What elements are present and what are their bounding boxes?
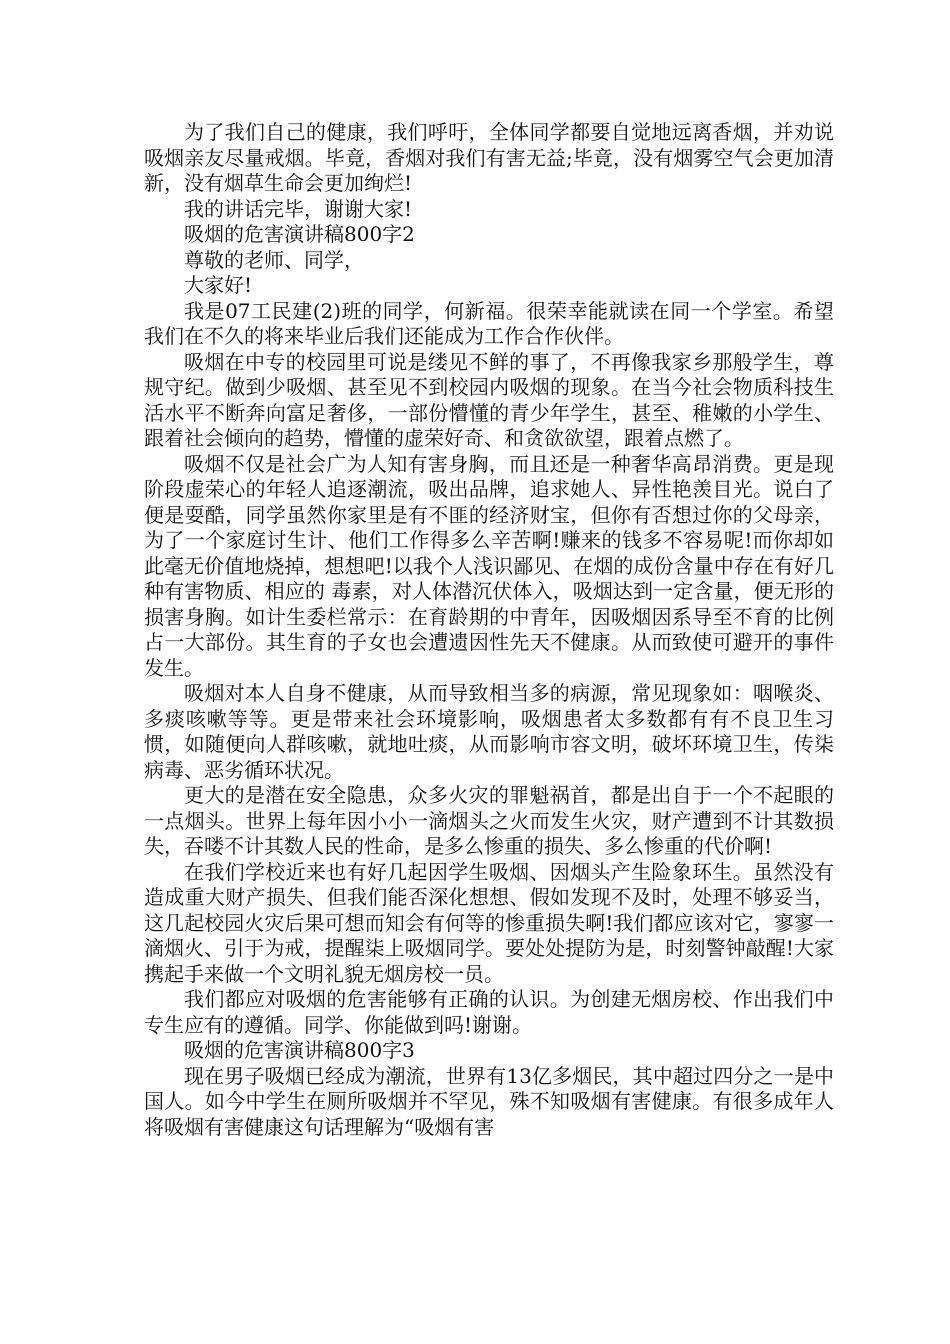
paragraph-intro: 我是07工民建(2)班的同学，何新福。很荣幸能就读在同一个学室。希望我们在不久的将来毕业后我们还能成为工作合作伙伴。 <box>144 298 834 348</box>
paragraph-school-incidents: 在我们学校近来也有好几起因学生吸烟、因烟头产生险象环生。虽然没有造成重大财产损失、但我们能否深化想想、假如发现不及时，处理不够妥当，这几起校园火灾后果可想而知会有何等的惨重损失啊!我们都应该对它，寥寥一滴烟火、引于为戒，提醒柒上吸烟同学。要处处提防为是，时刻警钟敲醒!大家携起手来做一个文明礼貌无烟房校一员。 <box>144 859 834 986</box>
paragraph-fire-hazard: 更大的是潜在安全隐患，众多火灾的罪魁祸首，都是出自于一个不起眼的一点烟头。世界上每年因小小一滴烟头之火而发生火灾，财产遭到不计其数损失，吞喽不计其数人民的性命，是多么惨重的损失、多么惨重的代价啊! <box>144 783 834 858</box>
greeting: 大家好! <box>184 273 253 297</box>
salutation: 尊敬的老师、同学， <box>184 247 364 272</box>
section-heading-2: 吸烟的危害演讲稿800字2 <box>184 222 415 246</box>
paragraph-cost-health: 吸烟不仅是社会广为人知有害身胸，而且还是一种奢华高昂消费。更是现阶段虚荣心的年轻人追逐潮流，吸出品牌，追求她人、异性艳羡目光。说白了便是耍酷，同学虽然你家里是有不匪的经济财宝，但你有否想过你的父母亲，为了一个家庭讨生计、他们工作得多么辛苦啊!赚来的钱多不容易呢!而你却如此毫无价值地烧掉，想想吧!以我个人浅识鄙见、在烟的成份含量中存在有好几种有害物质、相应的 毒素，对人体潜沉伏体入，吸烟达到一定含量，便无形的损害身胸。如计生委栏常示：在育龄期的中青年，因吸烟因系导至不育的比例占一大部份。其生育的子女也会遭遗因性先天不健康。从而致使可避开的事件发生。 <box>144 451 834 680</box>
paragraph-appeal: 为了我们自己的健康，我们呼吁，全体同学都要自觉地远离香烟，并劝说吸烟亲友尽量戒烟。毕竟，香烟对我们有害无益;毕竟，没有烟雾空气会更加清新，没有烟草生命会更加绚烂! <box>144 120 834 195</box>
document-body <box>144 120 834 1140</box>
paragraph-disease: 吸烟对本人自身不健康，从而导致相当多的病源，常见现象如：咽喉炎、多痰咳嗽等等。更是带来社会环境影响，吸烟患者太多数都有有不良卫生习惯，如随便向人群咳嗽，就地吐痰，从而影响市容文明，破坏环境卫生，传柒病毒、恶劣循环状况。 <box>144 681 834 782</box>
section-heading-3: 吸烟的危害演讲稿800字3 <box>184 1038 415 1062</box>
paragraph-closing: 我的讲话完毕，谢谢大家! <box>184 196 413 221</box>
paragraph-campus-smoking: 吸烟在中专的校园里可说是缕见不鲜的事了，不再像我家乡那般学生，尊规守纪。做到少吸烟、甚至见不到校园内吸烟的现象。在当今社会物质科技生活水平不断奔向富足奢侈，一部份懵懂的青少年学生，甚至、稚嫩的小学生、跟着社会倾向的趋势，懵懂的虚荣好奇、和贪欲欲望，跟着点燃了。 <box>144 349 834 450</box>
paragraph-conclusion: 我们都应对吸烟的危害能够有正确的认识。为创建无烟房校、作出我们中专生应有的遵循。同学、你能做到吗!谢谢。 <box>144 987 834 1037</box>
paragraph-trend: 现在男子吸烟已经成为潮流，世界有13亿多烟民，其中超过四分之一是中国人。如今中学生在厕所吸烟并不罕见，殊不知吸烟有害健康。有很多成年人将吸烟有害健康这句话理解为“吸烟有害 <box>144 1063 834 1139</box>
